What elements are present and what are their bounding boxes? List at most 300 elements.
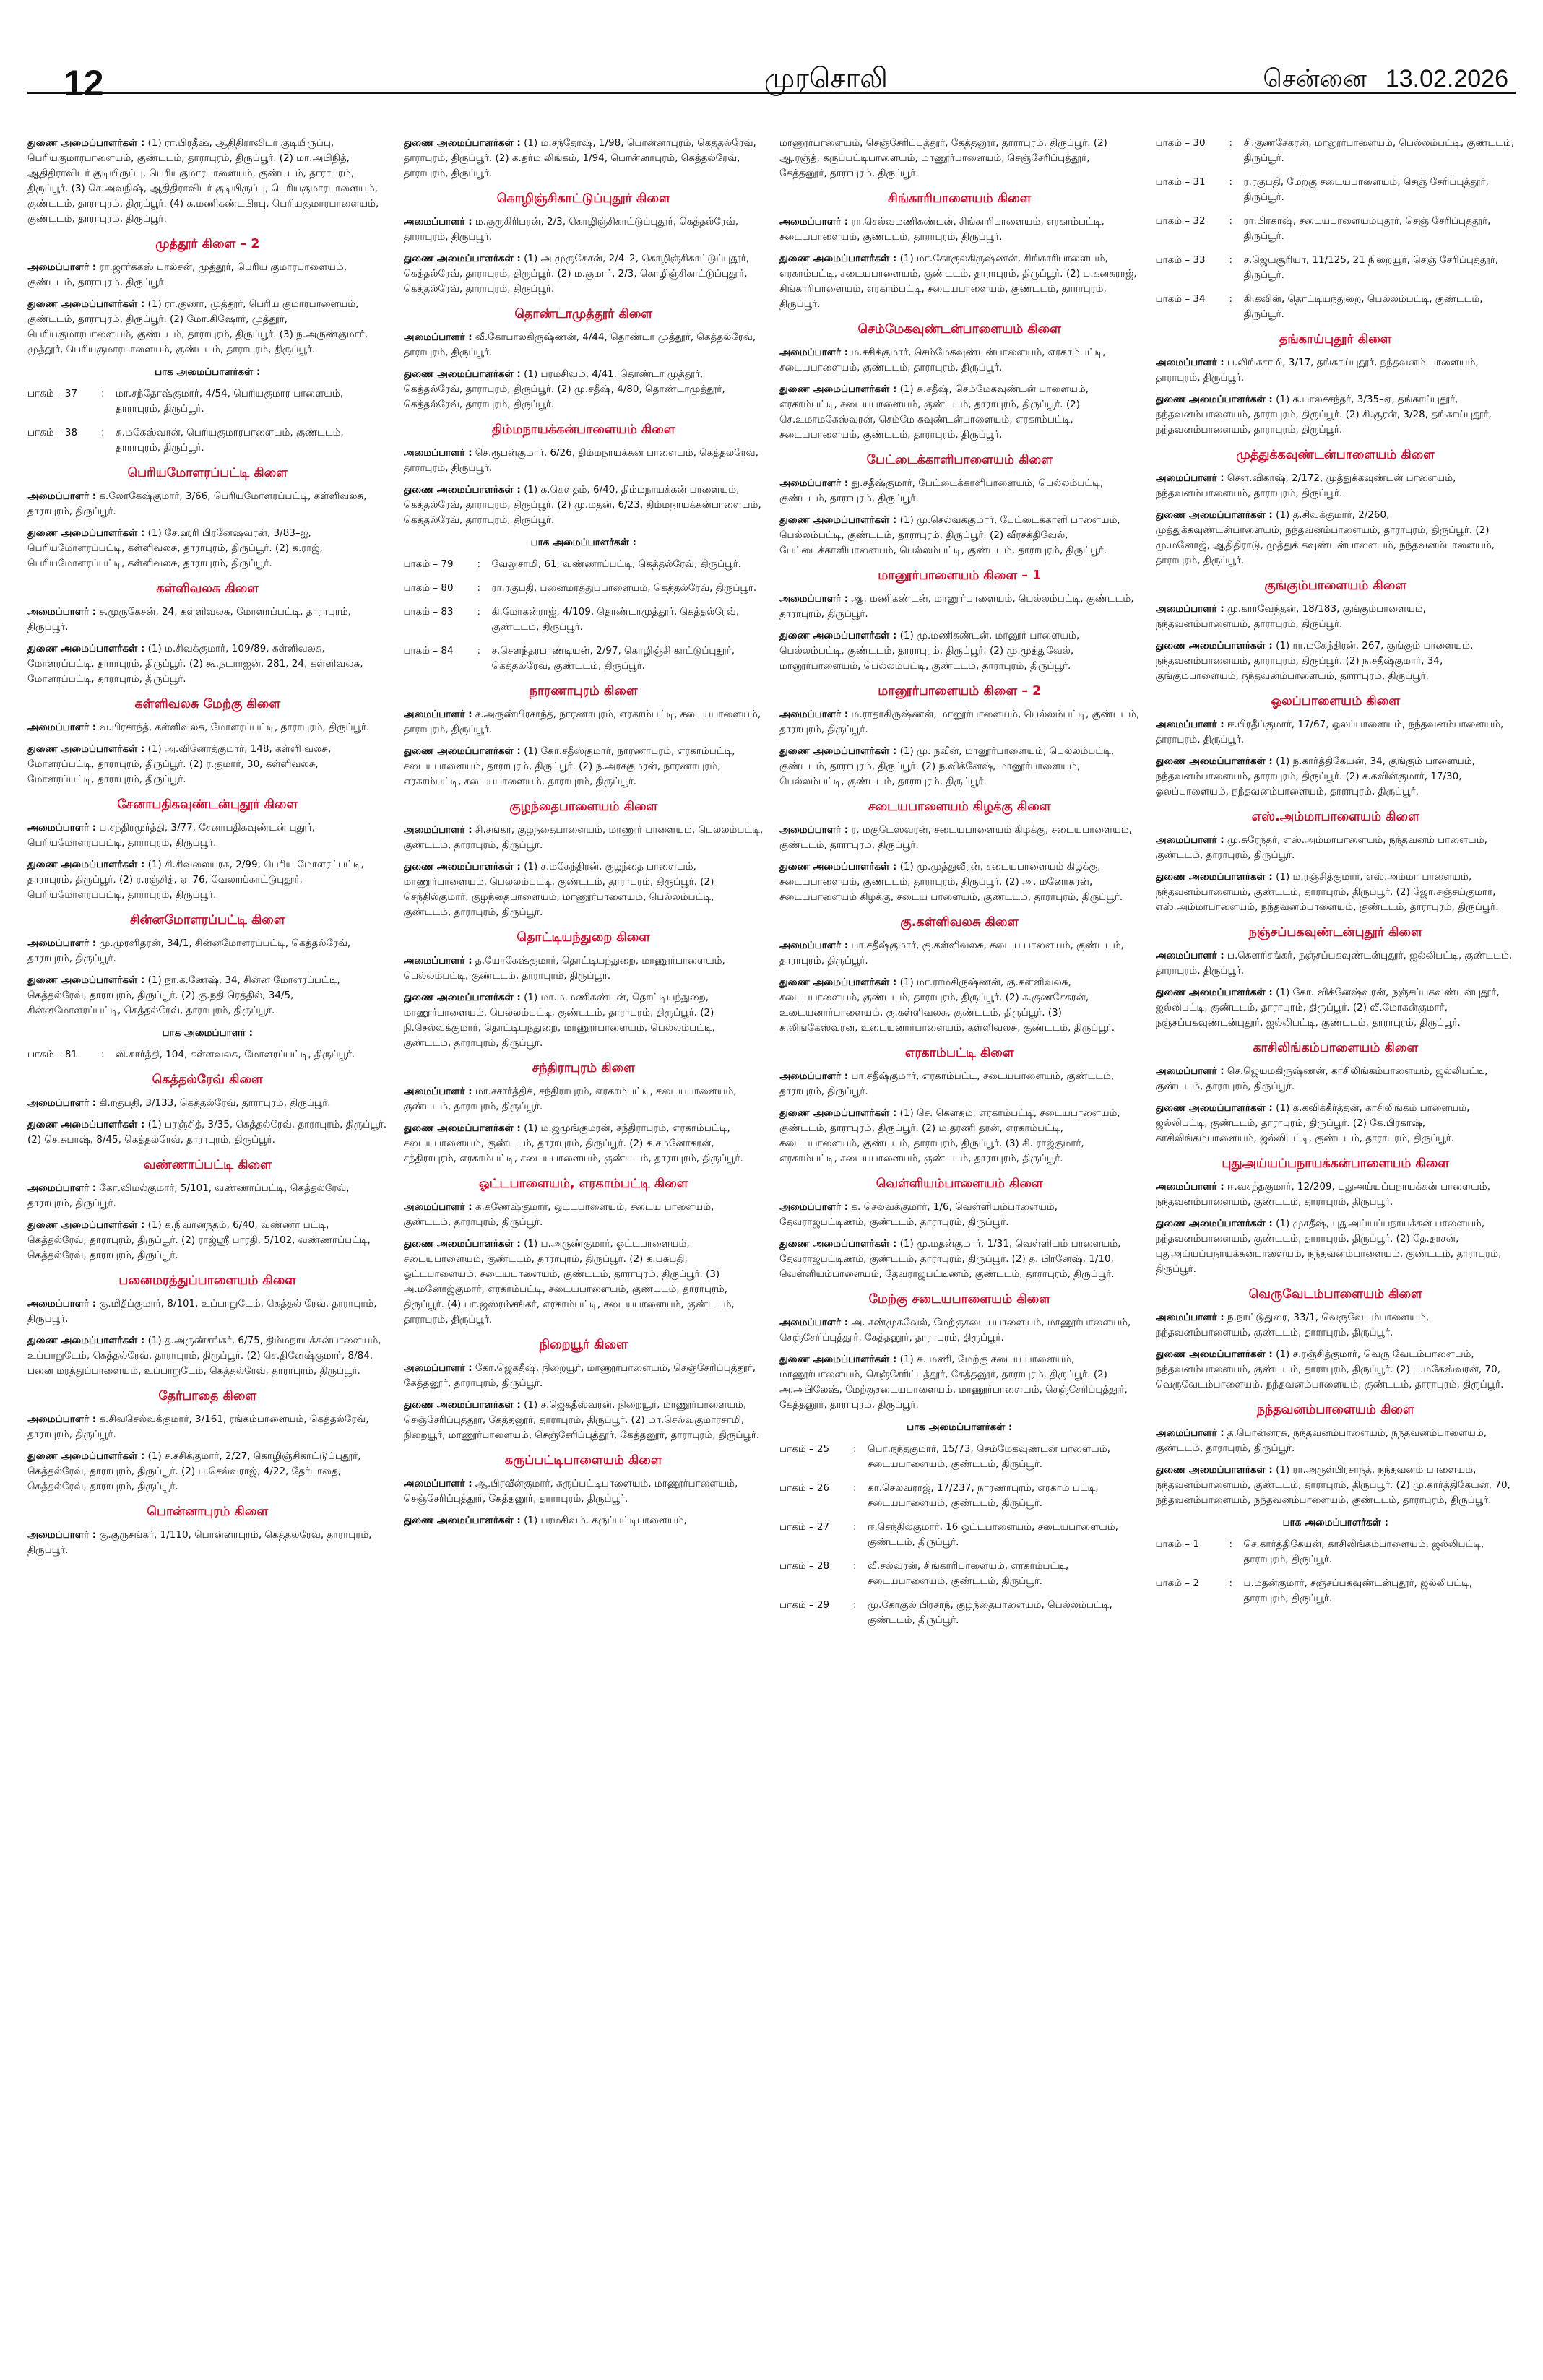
role-label: துணை அமைப்பாளர்கள் : bbox=[779, 514, 897, 526]
branch-section bbox=[27, 1273, 388, 1379]
role-label: அமைப்பாளர் : bbox=[27, 1298, 97, 1310]
booth-entry bbox=[1156, 1576, 1516, 1606]
booth-entry bbox=[404, 557, 764, 572]
role-label: துணை அமைப்பாளர்கள் : bbox=[403, 368, 521, 380]
role-label: துணை அமைப்பாளர்கள் : bbox=[27, 859, 145, 870]
office-bearer-entry bbox=[1156, 355, 1516, 386]
booth-separator: : bbox=[853, 1560, 857, 1572]
entry-text: (1) மு. நவீன், மானூர்பாளையம், பெல்லம்பட்டி, குண்டடம், தாராபுரம், திருப்பூர். (2) ந.விக்னேஷ், மானூர்பாளையம், பெல்லம்பட்டி, குண்டடம், தாராபுரம், திருப்பூர். bbox=[779, 745, 1115, 787]
office-bearer-entry bbox=[404, 1513, 764, 1528]
booth-text: பொ.நந்தகுமார், 15/73, செம்மேகவுண்டன் பாளையம், சடையபாளையம், குண்டடம், திருப்பூர். bbox=[868, 1443, 1110, 1470]
entry-text: ர. மகுடேஸ்வரன், சடையபாளையம் கிழக்கு, சடையபாளையம், குண்டடம், தாராபுரம், திருப்பூர். bbox=[779, 824, 1132, 851]
role-label: அமைப்பாளர் : bbox=[27, 1182, 97, 1194]
entry-text: (1) கோ. விக்னேஷ்வரன், நஞ்சப்பகவுண்டன்புதூர், ஜல்லிபட்டி, குண்டடம், தாராபுரம், திருப்பூர். (2) வீ.மோகன்குமார், நஞ்சப்பகவுண்டன்புதூர், ஜல்லிபட்டி, குண்டடம், தாராபுரம், திருப்பூர். bbox=[1155, 987, 1500, 1029]
role-label: அமைப்பாளர் : bbox=[403, 1086, 472, 1097]
role-label: அமைப்பாளர் : bbox=[403, 447, 472, 459]
booth-entry bbox=[1156, 253, 1516, 283]
branch-section bbox=[27, 237, 388, 456]
entry-text: (1) மா.கோகுலகிருஷ்ணன், சிங்காரிபாளையம், எரகாம்பட்டி, சடையபாளையம், குண்டடம், தாராபுரம், திருப்பூர். (2) ப.கனகராஜ், சிங்காரிபாளையம், எரகாம்பட்டி, சடையபாளையம், குண்டடம், தாராபுரம், திருப்பூர். bbox=[779, 253, 1137, 310]
booth-text: சி.குணசேகரன், மானூர்பாளையம், பெல்லம்பட்டி, குண்டடம், திருப்பூர். bbox=[1243, 137, 1515, 164]
role-label: அமைப்பாளர் : bbox=[779, 824, 849, 836]
office-bearer-entry bbox=[27, 489, 388, 519]
branch-section bbox=[404, 191, 764, 297]
booth-separator: : bbox=[477, 645, 481, 657]
office-bearer-entry bbox=[27, 1218, 388, 1263]
office-bearer-entry bbox=[27, 297, 388, 358]
branch-heading: காசிலிங்கம்பாளையம் கிளை bbox=[1253, 1041, 1419, 1055]
issue-date: 13.02.2026 bbox=[1385, 65, 1508, 92]
entry-text: கு.மிதீப்குமார், 8/101, உப்பாறுடேம், கெத்தல் ரேவ், தாராபுரம், திருப்பூர். bbox=[27, 1298, 377, 1325]
role-label: அமைப்பாளர் : bbox=[1155, 472, 1224, 484]
role-label: துணை அமைப்பாளர்கள் : bbox=[779, 1107, 897, 1119]
booth-text: செ.கார்த்திகேயன், காசிலிங்கம்பாளையம், ஜல்லிபட்டி, தாராபுரம், திருப்பூர். bbox=[1243, 1539, 1484, 1565]
role-label: துணை அமைப்பாளர்கள் : bbox=[403, 1238, 521, 1250]
role-label: அமைப்பாளர் : bbox=[779, 1317, 849, 1328]
role-label: அமைப்பாளர் : bbox=[1155, 950, 1224, 961]
role-label: துணை அமைப்பாளர்கள் : bbox=[779, 861, 897, 873]
booth-separator: : bbox=[853, 1521, 857, 1533]
branch-heading: நிறையூர் கிளை bbox=[539, 1338, 628, 1352]
booth-text: வீ.சல்வரன், சிங்காரிபாளையம், எரகாம்பட்டி, சடையபாளையம், குண்டடம், திருப்பூர். bbox=[868, 1560, 1069, 1587]
office-bearer-entry bbox=[27, 973, 388, 1018]
booth-entry bbox=[27, 386, 388, 417]
branch-section bbox=[1156, 1041, 1516, 1146]
branch-section bbox=[779, 1292, 1140, 1628]
branch-section bbox=[779, 191, 1140, 312]
entry-text: ப.கௌரிசங்கர், நஞ்சப்பகவுண்டன்புதூர், ஜல்லிபட்டி, குண்டடம், தாராபுரம், திருப்பூர். bbox=[1155, 950, 1513, 977]
entry-text: க.லோகேஷ்குமார், 3/66, பெரியமோளரப்பட்டி, கள்ளிவலசு, தாராபுரம், திருப்பூர். bbox=[27, 490, 367, 517]
branch-section bbox=[1156, 332, 1516, 438]
office-bearer-entry bbox=[779, 592, 1140, 622]
role-label: துணை அமைப்பாளர்கள் : bbox=[779, 384, 897, 395]
office-bearer-entry bbox=[27, 526, 388, 571]
entry-text: (1) ம.சந்தோஷ், 1/98, பொன்னாபுரம், கெத்தல்ரேவ், தாராபுரம், திருப்பூர். (2) க.தர்ம லிங்கம், 1/94, பொன்னாபுரம், கெத்தல்ரேவ், தாராபுரம், திருப்பூர். bbox=[403, 137, 756, 179]
booth-number: பாகம் – 83 bbox=[403, 606, 454, 618]
office-bearer-entry bbox=[27, 936, 388, 966]
entry-text: (1) ச.சசிக்குமார், 2/27, கொழிஞ்சிகாட்டுப்புதூர், கெத்தல்ரேவ், தாராபுரம், திருப்பூர். (2) ப.செல்வராஜ், 4/22, தேர்பாதை, கெத்தல்ரேவ், தாராபுரம், திருப்பூர். bbox=[27, 1450, 361, 1492]
office-bearer-entry bbox=[1156, 471, 1516, 501]
entry-text: ப.லிங்கசாமி, 3/17, தங்காய்புதூர், நந்தவனம் பாளையம், தாராபுரம், திருப்பூர். bbox=[1155, 357, 1479, 384]
booth-separator: : bbox=[477, 606, 481, 618]
role-label: அமைப்பாளர் : bbox=[779, 709, 849, 720]
branch-heading: மானூர்பாளையம் கிளை – 1 bbox=[878, 568, 1042, 583]
office-bearer-entry bbox=[1156, 717, 1516, 748]
role-label: துணை அமைப்பாளர்கள் : bbox=[27, 1335, 145, 1346]
role-label: துணை அமைப்பாளர்கள் : bbox=[403, 1515, 521, 1526]
role-label: அமைப்பாளர் : bbox=[1155, 1181, 1224, 1193]
entry-text: (1) மு.மணிகண்டன், மானூர் பாளையம், பெல்லம்பட்டி, குண்டடம், தாராபுரம், திருப்பூர். (2) மு.முத்துவேல், மானூர்பாளையம், பெல்லம்பட்டி, குண்டடம், தாராபுரம், திருப்பூர். bbox=[779, 630, 1080, 672]
role-label: துணை அமைப்பாளர்கள் : bbox=[779, 745, 897, 757]
branch-section bbox=[779, 568, 1140, 674]
role-label: துணை அமைப்பாளர்கள் : bbox=[27, 743, 145, 755]
booth-text: ர.ரகுபதி, மேற்கு சடையபாளையம், செஞ் சேரிப்புத்தூர், திருப்பூர். bbox=[1243, 176, 1489, 203]
branch-section bbox=[779, 136, 1140, 181]
office-bearer-entry bbox=[404, 136, 764, 181]
role-label: அமைப்பாளர் : bbox=[779, 593, 849, 605]
office-bearer-entry bbox=[779, 476, 1140, 506]
branch-section bbox=[404, 423, 764, 674]
office-bearer-entry bbox=[1156, 1463, 1516, 1508]
branch-section bbox=[779, 1177, 1140, 1282]
entry-text: (1) க.பாலசசந்தர், 3/35–ஏ, தங்காய்புதூர், நந்தவனம்பாளையம், தாராபுரம், திருப்பூர். (2) சி.சூரன், 3/28, தங்காய்புதூர், நந்தவனம்பாளையம், தாராபுரம், திருப்பூர். bbox=[1155, 394, 1492, 436]
office-bearer-entry bbox=[404, 483, 764, 528]
branch-heading: குங்கும்பாளையம் கிளை bbox=[1264, 579, 1407, 593]
office-bearer-entry bbox=[404, 1476, 764, 1507]
role-label: அமைப்பாளர் : bbox=[27, 722, 97, 733]
entry-text: மு.முரளிதரன், 34/1, சின்னமோளரப்பட்டி, கெத்தல்ரேவ், தாராபுரம், திருப்பூர். bbox=[27, 938, 351, 964]
office-bearer-entry bbox=[27, 1297, 388, 1327]
branch-section bbox=[1156, 579, 1516, 684]
role-label: துணை அமைப்பாளர்கள் : bbox=[1155, 1464, 1273, 1476]
entry-text: (1) செ. கௌதம், எரகாம்பட்டி, சடையபாளையம், குண்டடம், தாராபுரம், திருப்பூர். (2) ம.தரணி தரன், எரகாம்பட்டி, சடையபாளையம், குண்டடம், தாராபுரம், திருப்பூர். (3) சி. ராஜ்குமார், எரகாம்பட்டி, சடையபாளையம், குண்டடம், தாராபுரம், திருப்பூர். bbox=[779, 1107, 1120, 1164]
entry-text: (1) த.சிவக்குமார், 2/260, முத்துக்கவுண்டன்பாளையம், நந்தவனம்பாளையம், தாராபுரம், திருப்பூர். (2) மு.மனோஜ், ஆதிதிராடு, முத்துக் கவுண்டன்பாளையம், நந்தவனம்பாளையம், தாராபுரம், திருப்பூர். bbox=[1155, 509, 1495, 566]
booth-number: பாகம் – 31 bbox=[1155, 176, 1206, 188]
entry-text: (1) ரா.மகேந்திரன், 267, குங்கும் பாளையம், நந்தவனம்பாளையம், தாராபுரம், திருப்பூர். (2) ந.சதீஷ்குமார், 34, குங்கும்பாளையம், நந்தவனம்பாளையம், தாராபுரம், திருப்பூர். bbox=[1155, 640, 1474, 682]
booth-separator: : bbox=[101, 1049, 105, 1060]
role-label: அமைப்பாளர் : bbox=[403, 1478, 472, 1489]
booth-entry bbox=[404, 644, 764, 674]
entry-text: க. செல்வக்குமார், 1/6, வெள்ளியம்பாளையம், தேவராஜபட்டிணம், குண்டடம், தாராபுரம், திருப்பூர். bbox=[779, 1201, 1058, 1228]
branch-heading: முத்தூர் கிளை – 2 bbox=[155, 237, 260, 251]
entry-text: ரா.செல்வமணிகண்டன், சிங்காரிபாளையம், எரகாம்பட்டி, சடையபாளையம், குண்டடம், தாராபுரம், திருப்பூர். bbox=[779, 216, 1105, 243]
office-bearer-entry bbox=[27, 821, 388, 851]
branch-section bbox=[404, 1338, 764, 1443]
booth-entry bbox=[779, 1559, 1140, 1589]
branch-section bbox=[404, 1453, 764, 1528]
role-label: அமைப்பாளர் : bbox=[1155, 357, 1224, 368]
branch-heading: தங்காய்புதூர் கிளை bbox=[1279, 332, 1392, 347]
office-bearer-entry bbox=[27, 1333, 388, 1379]
newspaper-name: முரசொலி bbox=[764, 62, 888, 94]
role-label: அமைப்பாளர் : bbox=[779, 1070, 849, 1082]
role-label: அமைப்பாளர் : bbox=[403, 1201, 472, 1213]
entry-text: ச.முருகேசன், 24, கள்ளிவலசு, மோளரப்பட்டி, தாராபுரம், திருப்பூர். bbox=[27, 606, 351, 633]
role-label: அமைப்பாளர் : bbox=[403, 824, 472, 836]
entry-text: (1) முசதீஷ், புதுஅய்யப்பநாயக்கன் பாளையம், நந்தவனம்பாளையம், குண்டடம், தாராபுரம், திருப்பூர். (2) தே.தரசன், புதுஅய்யப்பநாயக்கன்பாளையம், நந்தவனம்பாளையம், குண்டடம், தாராபுரம், திருப்பூர். bbox=[1155, 1218, 1502, 1275]
entry-text: (1) மா.ராமகிருஷ்ணன், கு.கள்ளிவலசு, சடையபாளையம், குண்டடம், தாராபுரம், திருப்பூர். (2) க.குணசேகரன், உடையனார்பாளையம், கு.கள்ளிவலசு, குண்டடம், திருப்பூர். (3) க.லிங்கேஸ்வரன், உடையனார்பாளையம், கள்ளிவலசு, குண்டடம், திருப்பூர். bbox=[779, 977, 1115, 1034]
branch-heading: சந்திராபுரம் கிளை bbox=[532, 1061, 635, 1076]
office-bearer-entry bbox=[779, 513, 1140, 558]
office-bearer-entry bbox=[1156, 754, 1516, 800]
booth-entry bbox=[1156, 292, 1516, 322]
role-label: அமைப்பாளர் : bbox=[779, 940, 849, 951]
branch-heading: எரகாம்பட்டி கிளை bbox=[904, 1046, 1014, 1060]
branch-heading: முத்துக்கவுண்டன்பாளையம் கிளை bbox=[1236, 448, 1435, 462]
office-bearer-entry bbox=[404, 1200, 764, 1230]
branch-heading: கெத்தல்ரேவ் கிளை bbox=[152, 1073, 263, 1087]
entry-text: கோ.ஜெகதீஷ், நிறையூர், மாணூர்பாளையம், செஞ்சேரிப்புத்தூர், கேத்தனூர், தாராபுரம், திருப்பூர். bbox=[403, 1362, 756, 1389]
entry-text: பா.சதீஷ்குமார், கு.கள்ளிவலசு, சடைய பாளையம், குண்டடம், தாராபுரம், திருப்பூர். bbox=[779, 940, 1124, 966]
office-bearer-entry bbox=[404, 860, 764, 920]
entry-text: (1) மு.முத்துவீரன், சடையபாளையம் கிழக்கு, சடையபாளையம், குண்டடம், தாராபுரம், திருப்பூர். (2) அ. மனோகரன், சடையபாளையம் கிழக்கு, சடைய பாளையம், குண்டடம், தாராபுரம், திருப்பூர். bbox=[779, 861, 1123, 903]
office-bearer-entry bbox=[1156, 1064, 1516, 1094]
entry-text: ச.அருண்பிரசாந்த், நாரணாபுரம், எரகாம்பட்டி, சடையபாளையம், தாராபுரம், திருப்பூர். bbox=[403, 709, 761, 735]
entry-text: (1) சு. மணி, மேற்கு சடைய பாளையம், மாணூர்பாளையம், செஞ்சேரிப்புத்தூர், கேத்தனூர், தாராபுரம், திருப்பூர். (2) அ.அபிலேஷ், மேற்குசடையபாளையம், மாணூர்பாளையம், செஞ்சேரிப்புத்தூர், கேத்தனூர், தாராபுரம், திருப்பூர். bbox=[779, 1354, 1128, 1411]
role-label: அமைப்பாளர் : bbox=[27, 1414, 97, 1425]
entry-text: (1) ரா.அருள்பிரசாந்த், நந்தவனம் பாளையம், நந்தவனம்பாளையம், குண்டடம், தாராபுரம், திருப்பூர். (2) மு.கார்த்திகேயன், 70, நந்தவனம்பாளையம், நந்தவனம்பாளையம், குண்டடம், தாராபுரம், திருப்பூர். bbox=[1155, 1464, 1510, 1506]
booth-separator: : bbox=[1229, 1539, 1233, 1550]
role-label: அமைப்பாளர் : bbox=[27, 490, 97, 502]
office-bearer-entry bbox=[404, 1121, 764, 1167]
branch-heading: குழந்தைபாளையம் கிளை bbox=[509, 800, 658, 814]
entry-text: (1) க.கவிக்கீர்த்தன், காசிலிங்கம் பாளையம், ஜல்லிபட்டி, குண்டடம், தாராபுரம், திருப்பூர். (2) கே.பிரகாஷ், காசிலிங்கம்பாளையம், ஜல்லிபட்டி, குண்டடம், தாராபுரம், திருப்பூர். bbox=[1155, 1102, 1470, 1144]
branch-heading: புதுஅய்யப்பநாயக்கன்பாளையம் கிளை bbox=[1222, 1156, 1450, 1171]
branch-section bbox=[404, 307, 764, 412]
office-bearer-entry bbox=[27, 1117, 388, 1148]
branch-section bbox=[779, 800, 1140, 905]
office-bearer-entry bbox=[779, 1352, 1140, 1413]
booth-number: பாகம் – 25 bbox=[779, 1443, 830, 1455]
booth-text: கி.மோகன்ராஜ், 4/109, தொண்டாமுத்தூர், கெத்தல்ரேவ், குண்டடம், திருப்பூர். bbox=[491, 606, 740, 633]
entry-text: கு.குருசங்கர், 1/110, பொன்னாபுரம், கெத்தல்ரேவ், தாராபுரம், திருப்பூர். bbox=[27, 1529, 372, 1556]
booth-text: லி.கார்த்தி, 104, கள்ளவலசு, மோளரப்பட்டி, திருப்பூர். bbox=[116, 1049, 355, 1060]
role-label: அமைப்பாளர் : bbox=[27, 261, 97, 273]
article-columns bbox=[27, 94, 1516, 2368]
column-4 bbox=[1156, 136, 1516, 2368]
booth-entry bbox=[1156, 214, 1516, 244]
office-bearer-entry bbox=[404, 330, 764, 360]
branch-heading: மானூர்பாளையம் கிளை – 2 bbox=[878, 684, 1042, 698]
office-bearer-entry bbox=[404, 446, 764, 476]
branch-section bbox=[27, 581, 388, 687]
office-bearer-entry bbox=[404, 953, 764, 984]
entry-text: ரா.ஜார்க்கஸ் பால்சன், முத்தூர், பெரிய குமாரபாளையம், குண்டடம், தாராபுரம், திருப்பூர். bbox=[27, 261, 347, 288]
entry-text: (1) நா.க.ணேஷ், 34, சின்ன மோளரப்பட்டி, கெத்தல்ரேவ், தாராபுரம், திருப்பூர். (2) கு.நதி ரெத்தில், 34/5, சின்னமோளரப்பட்டி, கெத்தல்ரேவ், தாராபுரம், திருப்பூர். bbox=[27, 974, 340, 1016]
booth-separator: : bbox=[101, 388, 105, 399]
office-bearer-entry bbox=[779, 938, 1140, 969]
branch-section bbox=[404, 1177, 764, 1328]
branch-section bbox=[1156, 925, 1516, 1031]
entry-text: அ. சண்முகவேல், மேற்குசடையபாளையம், மாணூர்பாளையம், செஞ்சேரிப்புத்தூர், கேத்தனூர், தாராபுரம், திருப்பூர். bbox=[779, 1317, 1131, 1343]
role-label: துணை அமைப்பாளர்கள் : bbox=[403, 137, 521, 149]
branch-heading: நஞ்சப்பகவுண்டன்புதூர் கிளை bbox=[1248, 925, 1422, 940]
booth-separator: : bbox=[101, 427, 105, 438]
entry-text: து.சதீஷ்குமார், பேட்டைக்காளிபாளையம், பெல்லம்பட்டி, குண்டடம், தாராபுரம், திருப்பூர். bbox=[779, 477, 1104, 504]
role-label: துணை அமைப்பாளர்கள் : bbox=[403, 1399, 521, 1411]
entry-text: (1) மு.செல்வக்குமார், பேட்டைக்காளி பாளையம், பெல்லம்பட்டி, குண்டடம், தாராபுரம், திருப்பூர். (2) வீரசக்திவேல், பேட்டைக்காளிபாளையம், பெல்லம்பட்டி, குண்டடம், தாராபுரம், திருப்பூர். bbox=[779, 514, 1120, 556]
booth-number: பாகம் – 29 bbox=[779, 1599, 830, 1611]
entry-text: (1) அ.முருகேசன், 2/4–2, கொழிஞ்சிகாட்டுப்புதூர், கெத்தல்ரேவ், தாராபுரம், திருப்பூர். (2) ம.குமார், 2/3, கொழிஞ்சிகாட்டுப்புதூர், கெத்தல்ரேவ், தாராபுரம், திருப்பூர். bbox=[403, 253, 750, 295]
branch-section bbox=[1156, 810, 1516, 915]
role-label: அமைப்பாளர் : bbox=[403, 709, 472, 720]
branch-section bbox=[27, 136, 388, 227]
branch-section bbox=[1156, 1287, 1516, 1393]
role-label: அமைப்பாளர் : bbox=[27, 822, 97, 834]
office-bearer-entry bbox=[404, 1237, 764, 1328]
office-bearer-entry bbox=[1156, 948, 1516, 979]
role-label: துணை அமைப்பாளர்கள் : bbox=[779, 630, 897, 641]
booth-number: பாகம் – 37 bbox=[27, 388, 78, 399]
booth-list-title: பாக அமைப்பாளர் : bbox=[162, 1027, 254, 1039]
office-bearer-entry bbox=[404, 744, 764, 789]
branch-heading: தொண்டாமுத்தூர் கிளை bbox=[514, 307, 653, 321]
entry-text: க.சிவசெல்வக்குமார், 3/161, ரங்கம்பாளையம், கெத்தல்ரேவ், தாராபுரம், திருப்பூர். bbox=[27, 1414, 369, 1440]
office-bearer-entry bbox=[1156, 1216, 1516, 1277]
office-bearer-entry bbox=[779, 707, 1140, 737]
booth-entry bbox=[779, 1481, 1140, 1511]
role-label: துணை அமைப்பாளர்கள் : bbox=[403, 861, 521, 873]
booth-entry bbox=[1156, 175, 1516, 205]
booth-entry bbox=[1156, 136, 1516, 166]
office-bearer-entry bbox=[1156, 1426, 1516, 1456]
entry-text: (1) மு.மதன்குமார், 1/31, வெள்ளியம் பாளையம், தேவராஜபட்டிணம், குண்டடம், தாராபுரம், திருப்பூர். (2) த. பிரனேஷ், 1/10, வெள்ளியம்பாளையம், தேவராஜபட்டிணம், குண்டடம், தாராபுரம், திருப்பூர். bbox=[779, 1238, 1121, 1280]
office-bearer-entry bbox=[1156, 985, 1516, 1031]
column-1 bbox=[27, 136, 388, 2368]
office-bearer-entry bbox=[404, 990, 764, 1051]
branch-section bbox=[404, 684, 764, 789]
office-bearer-entry bbox=[1156, 1180, 1516, 1210]
branch-section bbox=[404, 800, 764, 920]
role-label: துணை அமைப்பாளர்கள் : bbox=[1155, 640, 1273, 652]
office-bearer-entry bbox=[404, 823, 764, 853]
booth-list-title: பாக அமைப்பாளர்கள் : bbox=[155, 366, 261, 378]
booth-separator: : bbox=[477, 558, 481, 570]
booth-number: பாகம் – 27 bbox=[779, 1521, 830, 1533]
office-bearer-entry bbox=[27, 1449, 388, 1494]
branch-section bbox=[779, 1046, 1140, 1167]
entry-text: சௌ.விகாஷ், 2/172, முத்துக்கவுண்டன் பாளையம், நந்தவனம்பாளையம், தாராபுரம், திருப்பூர். bbox=[1155, 472, 1456, 499]
office-bearer-entry bbox=[779, 215, 1140, 245]
booth-text: ச.சௌந்தரபாண்டியன், 2/97, கொழிஞ்சி காட்டுப்புதூர், கெத்தல்ரேவ், குண்டடம், திருப்பூர். bbox=[491, 645, 735, 672]
entry-text: செ.ஜெயமகிருஷ்ணன், காசிலிங்கம்பாளையம், ஜல்லிபட்டி, குண்டடம், தாராபுரம், திருப்பூர். bbox=[1155, 1065, 1488, 1092]
entry-text: பா.சதீஷ்குமார், எரகாம்பட்டி, சடையபாளையம், குண்டடம், தாராபுரம், திருப்பூர். bbox=[779, 1070, 1115, 1097]
entry-text: (1) ந.கார்த்திகேயன், 34, குங்கும் பாளையம், நந்தவனம்பாளையம், தாராபுரம், திருப்பூர். (2) ச.கவின்குமார், 17/30, ஓலப்பாளையம், நந்தவனம்பாளையம், தாராபுரம், திருப்பூர். bbox=[1155, 756, 1475, 797]
office-bearer-entry bbox=[779, 628, 1140, 674]
entry-text: கோ.விமல்குமார், 5/101, வண்ணாப்பட்டி, கெத்தல்ரேவ், தாராபுரம், திருப்பூர். bbox=[27, 1182, 350, 1209]
booth-text: மா.சந்தோஷ்குமார், 4/54, பெரியகுமார பாளையம், தாராபுரம், திருப்பூர். bbox=[116, 388, 343, 415]
role-label: அமைப்பாளர் : bbox=[1155, 719, 1224, 730]
role-label: அமைப்பாளர் : bbox=[403, 955, 472, 966]
branch-heading: வெள்ளியம்பாளையம் கிளை bbox=[876, 1177, 1043, 1191]
booth-list-title: பாக அமைப்பாளர்கள் : bbox=[907, 1421, 1013, 1433]
office-bearer-entry bbox=[27, 742, 388, 787]
branch-section bbox=[27, 913, 388, 1063]
booth-separator: : bbox=[1229, 293, 1233, 305]
office-bearer-entry bbox=[27, 605, 388, 635]
office-bearer-entry bbox=[1156, 1310, 1516, 1341]
role-label: அமைப்பாளர் : bbox=[779, 347, 849, 358]
role-label: அமைப்பாளர் : bbox=[1155, 1065, 1224, 1077]
role-label: அமைப்பாளர் : bbox=[1155, 1427, 1224, 1439]
branch-section bbox=[1156, 1403, 1516, 1606]
entry-text: (1) அ.வினோத்குமார், 148, கள்ளி வலசு, மோளரப்பட்டி, தாராபுரம், திருப்பூர். (2) ர.குமார், 30, கள்ளிவலசு, மோளரப்பட்டி, தாராபுரம், திருப்பூர். bbox=[27, 743, 332, 785]
entry-text: ம.குருகிரிபரன், 2/3, கொழிஞ்சிகாட்டுப்புதூர், கெத்தல்ரேவ், தாராபுரம், திருப்பூர். bbox=[403, 216, 738, 243]
booth-separator: : bbox=[1229, 137, 1233, 149]
role-label: அமைப்பாளர் : bbox=[1155, 1312, 1224, 1323]
role-label: அமைப்பாளர் : bbox=[779, 477, 849, 489]
role-label: துணை அமைப்பாளர்கள் : bbox=[1155, 871, 1273, 883]
role-label: துணை அமைப்பாளர்கள் : bbox=[403, 484, 521, 496]
entry-text: (1) பரமசிவம், கருப்பட்டிபாளையம், bbox=[524, 1515, 687, 1526]
city-name: சென்னை bbox=[1263, 65, 1367, 92]
booth-text: ப.மதன்குமார், சஞ்சப்பகவுண்டன்புதூர், ஜல்லிபட்டி, தாராபுரம், திருப்பூர். bbox=[1243, 1578, 1473, 1604]
office-bearer-entry bbox=[779, 345, 1140, 376]
office-bearer-entry bbox=[779, 1315, 1140, 1346]
column-2 bbox=[404, 136, 764, 2368]
role-label: அமைப்பாளர் : bbox=[779, 216, 849, 228]
entry-text: ஆ.பிரவீன்குமார், கருப்பட்டிபாளையம், மாணூர்பாளையம், செஞ்சேரிப்புத்தூர், கேத்தனூர், தாராபுரம், திருப்பூர். bbox=[403, 1478, 738, 1505]
role-label: அமைப்பாளர் : bbox=[27, 606, 97, 618]
entry-text: (1) சு.சதீஷ், செம்மேகவுண்டன் பாளையம், எரகாம்பட்டி, சடையபாளையம், குண்டடம், தாராபுரம், திருப்பூர். (2) செ.உமாமகேஸ்வரன், செம்மே கவுண்டன்பாளையம், எரகாம்பட்டி, சடையபாளையம், குண்டடம், தாராபுரம், திருப்பூர். bbox=[779, 384, 1089, 441]
entry-text: மாணூர்பாளையம், செஞ்சேரிப்புத்தூர், கேத்தனூர், தாராபுரம், திருப்பூர். (2) ஆ.ரஞ்த், கருப்பட்டிபாளையம், மாணூர்பாளையம், செஞ்சேரிப்புத்தூர், கேத்தனூர், தாராபுரம், திருப்பூர். bbox=[779, 137, 1107, 179]
entry-text: மா.சசார்த்திக், சந்திராபுரம், எரகாம்பட்டி, சடையபாளையம், குண்டடம், தாராபுரம், திருப்பூர். bbox=[403, 1086, 737, 1112]
branch-heading: மேற்கு சடையபாளையம் கிளை bbox=[868, 1292, 1051, 1307]
entry-text: மு.கார்வேந்தன், 18/183, குங்கும்பாளையம், நந்தவனம்பாளையம், தாராபுரம், திருப்பூர். bbox=[1155, 603, 1426, 630]
booth-text: ச.ஜெயசூரியா, 11/125, 21 நிறையூர், செஞ் சேரிப்புத்தூர், திருப்பூர். bbox=[1243, 254, 1499, 281]
booth-separator: : bbox=[1229, 215, 1233, 227]
office-bearer-entry bbox=[27, 857, 388, 903]
office-bearer-entry bbox=[779, 1200, 1140, 1230]
masthead bbox=[27, 0, 1516, 103]
booth-list-title: பாக அமைப்பாளர்கள் : bbox=[530, 537, 636, 548]
booth-entry bbox=[1156, 1537, 1516, 1567]
booth-entry bbox=[404, 581, 764, 596]
branch-section bbox=[1156, 448, 1516, 568]
entry-text: (1) ம.ரஞ்சித்குமார், எஸ்.அம்மா பாளையம், நந்தவனம்பாளையம், குண்டடம், தாராபுரம், திருப்பூர். (2) ஜோ.சஞ்சய்குமார், எஸ்.அம்மாபாளையம், நந்தவனம்பாளையம், குண்டடம், தாராபுரம், திருப்பூர். bbox=[1155, 871, 1499, 913]
entry-text: (1) க.கௌதம், 6/40, திம்மநாயக்கன் பாளையம், கெத்தல்ரேவ், தாராபுரம், திருப்பூர். (2) மு.மதன், 6/23, திம்மநாயக்கன்பாளையம், கெத்தல்ரேவ், தாராபுரம், திருப்பூர். bbox=[403, 484, 761, 526]
role-label: துணை அமைப்பாளர்கள் : bbox=[403, 1122, 521, 1134]
entry-text: ஈ.வசந்தகுமார், 12/209, புதுஅய்யப்பநாயக்கன் பாளையம், நந்தவனம்பாளையம், குண்டடம், தாராபுரம், திருப்பூர். bbox=[1155, 1181, 1490, 1208]
office-bearer-entry bbox=[779, 823, 1140, 853]
office-bearer-entry bbox=[27, 1181, 388, 1211]
office-bearer-entry bbox=[779, 136, 1140, 181]
office-bearer-entry bbox=[779, 382, 1140, 443]
entry-text: (1) பரஞ்சித், 3/35, கெத்தல்ரேவ், தாராபுரம், திருப்பூர். (2) செ.சுபாஷ், 8/45, கெத்தல்ரேவ், தாராபுரம், திருப்பூர். bbox=[27, 1119, 387, 1146]
office-bearer-entry bbox=[1156, 639, 1516, 684]
office-bearer-entry bbox=[1156, 1347, 1516, 1393]
branch-section bbox=[27, 1389, 388, 1494]
branch-section bbox=[1156, 136, 1516, 322]
entry-text: (1) கோ.சதீஸ்குமார், நாரணாபுரம், எரகாம்பட்டி, சடையபாளையம், தாராபுரம், திருப்பூர். (2) ந.அரசகுமரன், நாரணாபுரம், எரகாம்பட்டி, சடையபாளையம், தாராபுரம், திருப்பூர். bbox=[403, 745, 735, 787]
booth-number: பாகம் – 33 bbox=[1155, 254, 1206, 266]
office-bearer-entry bbox=[27, 641, 388, 687]
role-label: அமைப்பாளர் : bbox=[1155, 834, 1224, 846]
booth-number: பாகம் – 84 bbox=[403, 645, 454, 657]
booth-entry bbox=[779, 1598, 1140, 1628]
role-label: அமைப்பாளர் : bbox=[403, 332, 472, 343]
booth-number: பாகம் – 38 bbox=[27, 427, 78, 438]
branch-section bbox=[779, 915, 1140, 1036]
entry-text: த.பொன்னரசு, நந்தவனம்பாளையம், நந்தவனம்பாளையம், குண்டடம், தாராபுரம், திருப்பூர். bbox=[1155, 1427, 1487, 1454]
branch-heading: நந்தவனம்பாளையம் கிளை bbox=[1256, 1403, 1414, 1417]
office-bearer-entry bbox=[404, 367, 764, 412]
office-bearer-entry bbox=[779, 744, 1140, 789]
branch-heading: கருப்பட்டிபாளையம் கிளை bbox=[504, 1453, 662, 1468]
entry-text: (1) சே.ஹரி பிரனேஷ்வரன், 3/83–ஐ, பெரியமோளரப்பட்டி, கள்ளிவலசு, தாராபுரம், திருப்பூர். (2) க.ராஜ், பெரியமோளரப்பட்டி, கள்ளிவலசு, தாராபுரம், திருப்பூர். bbox=[27, 527, 323, 569]
office-bearer-entry bbox=[404, 1361, 764, 1391]
branch-heading: சிங்காரிபாளையம் கிளை bbox=[888, 191, 1032, 206]
office-bearer-entry bbox=[779, 1106, 1140, 1167]
office-bearer-entry bbox=[1156, 508, 1516, 568]
branch-heading: வண்ணாப்பட்டி கிளை bbox=[143, 1158, 272, 1172]
office-bearer-entry bbox=[779, 1069, 1140, 1099]
booth-text: கி.கவின், தொட்டியந்துறை, பெல்லம்பட்டி, குண்டடம், திருப்பூர். bbox=[1243, 293, 1483, 320]
entry-text: ஈ.பிரதீப்குமார், 17/67, ஓலப்பாளையம், நந்தவனம்பாளையம், தாராபுரம், திருப்பூர். bbox=[1155, 719, 1504, 745]
branch-heading: தொட்டியந்துறை கிளை bbox=[517, 930, 651, 945]
branch-section bbox=[779, 322, 1140, 443]
branch-section bbox=[404, 1061, 764, 1167]
role-label: துணை அமைப்பாளர்கள் : bbox=[27, 1219, 145, 1231]
branch-heading: கள்ளிவலசு மேற்கு கிளை bbox=[134, 697, 281, 711]
booth-entry bbox=[27, 1047, 388, 1063]
role-label: துணை அமைப்பாளர்கள் : bbox=[1155, 1218, 1273, 1229]
role-label: துணை அமைப்பாளர்கள் : bbox=[1155, 509, 1273, 521]
entry-text: (1) ச.ரஞ்சித்குமார், வெரு வேடம்பாளையம், நந்தவனம்பாளையம், குண்டடம், தாராபுரம், திருப்பூர். (2) ப.மகேஸ்வரன், 70, வெருவேடம்பாளையம், நந்தவனம்பாளையம், குண்டடம், தாராபுரம், திருப்பூர். bbox=[1155, 1349, 1504, 1390]
role-label: அமைப்பாளர் : bbox=[27, 938, 97, 949]
dateline bbox=[1244, 65, 1508, 96]
entry-text: (1) மா.ம.மணிகண்டன், தொட்டியந்துறை, மாணூர்பாளையம், பெல்லம்பட்டி, குண்டடம், தாராபுரம், திருப்பூர். (2) நி.செல்வக்குமார், தொட்டியந்துறை, மாணூர்பாளையம், பெல்லம்பட்டி, குண்டடம், தாராபுரம், திருப்பூர். bbox=[403, 992, 715, 1049]
branch-section bbox=[27, 1073, 388, 1148]
